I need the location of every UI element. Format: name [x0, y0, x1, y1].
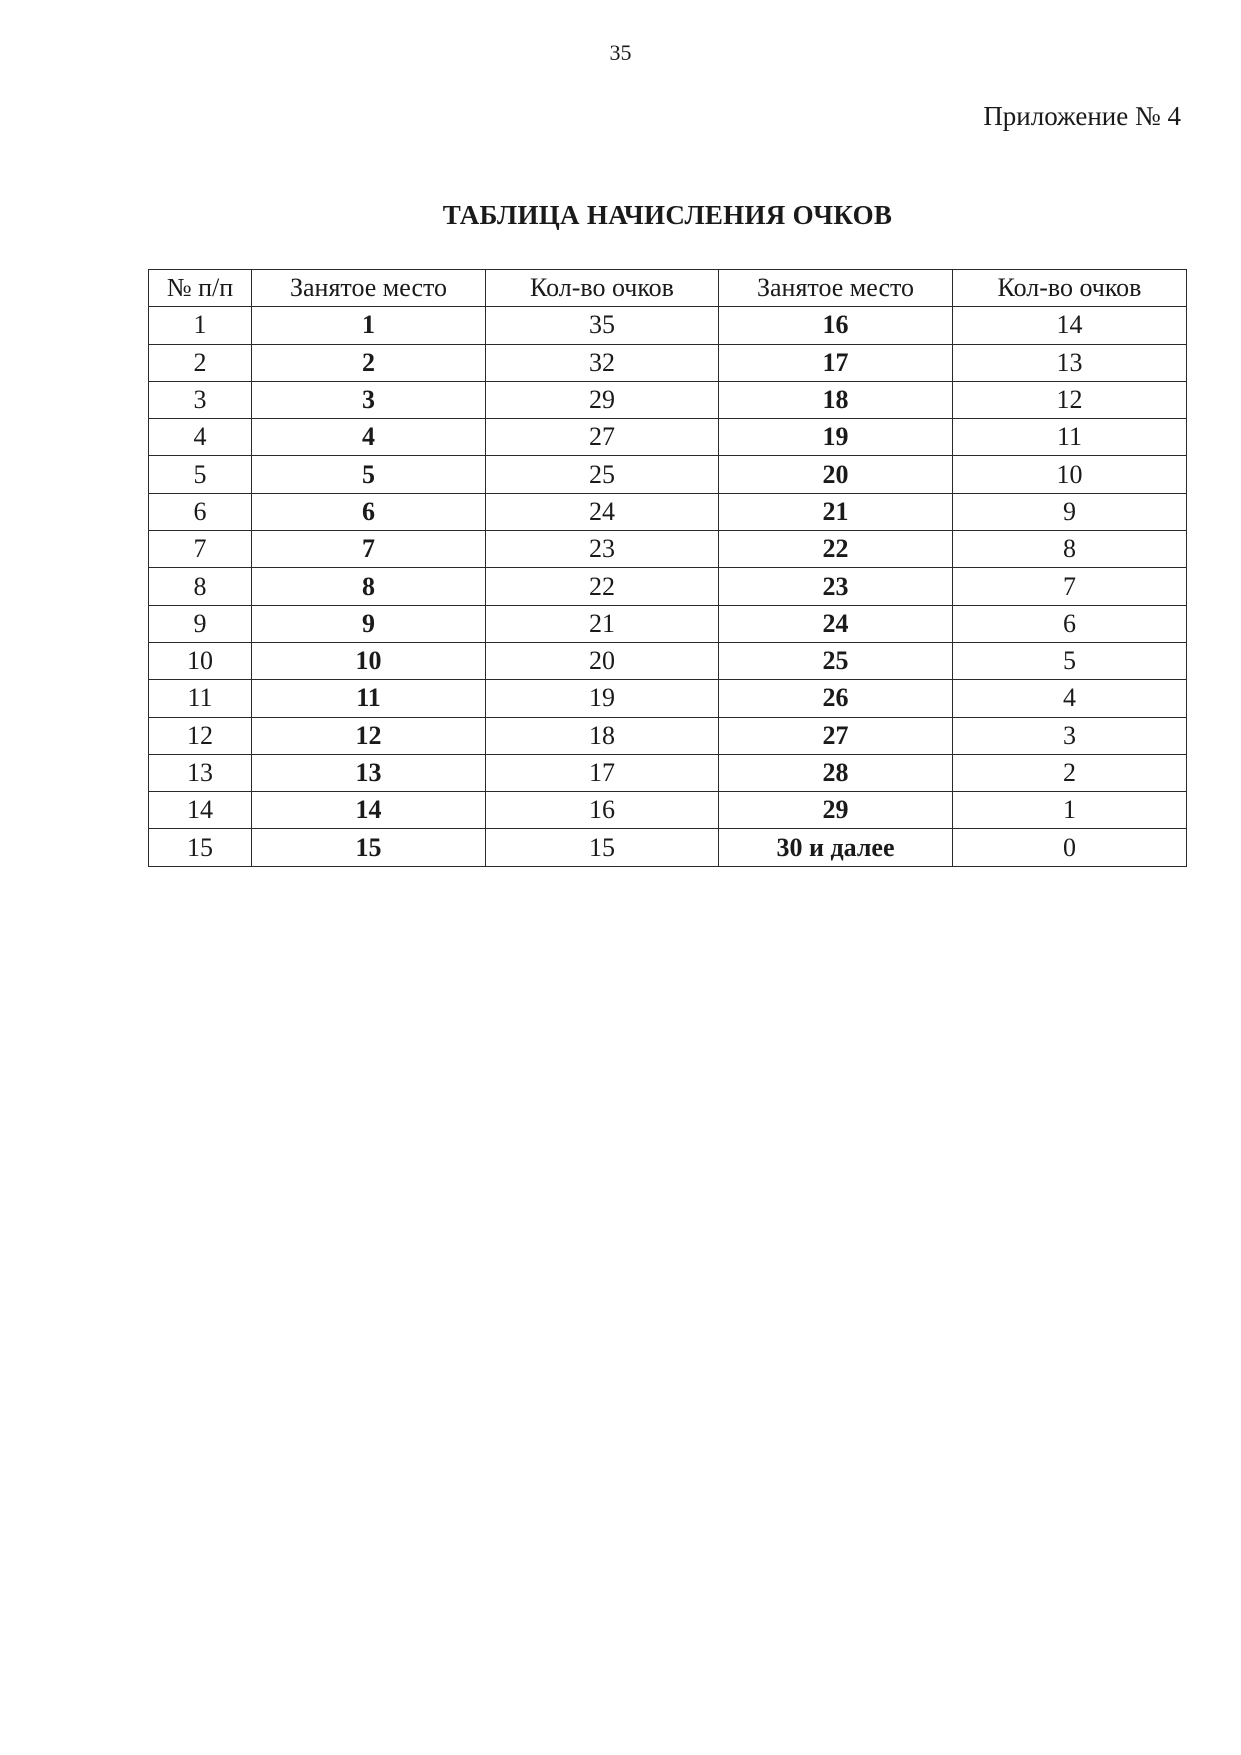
table-row	[149, 456, 1187, 493]
cell-place-2: 30 и далее	[719, 829, 953, 866]
cell-points-2: 11	[953, 419, 1187, 456]
table-row	[149, 792, 1187, 829]
table-header-row	[149, 270, 1187, 307]
cell-points-2: 12	[953, 381, 1187, 418]
cell-points-2: 0	[953, 829, 1187, 866]
cell-points: 20	[486, 642, 719, 679]
cell-place: 10	[252, 642, 486, 679]
cell-points-2: 10	[953, 456, 1187, 493]
cell-place-2: 27	[719, 717, 953, 754]
cell-place-2: 23	[719, 568, 953, 605]
table-row	[149, 829, 1187, 866]
cell-points: 35	[486, 307, 719, 344]
table-row	[149, 568, 1187, 605]
cell-points: 23	[486, 531, 719, 568]
table-row	[149, 642, 1187, 679]
table-row	[149, 680, 1187, 717]
cell-points: 19	[486, 680, 719, 717]
cell-number: 3	[149, 381, 252, 418]
cell-number: 4	[149, 419, 252, 456]
points-table	[148, 269, 1187, 867]
cell-points-2: 4	[953, 680, 1187, 717]
cell-points: 18	[486, 717, 719, 754]
cell-points-2: 2	[953, 754, 1187, 791]
cell-place: 13	[252, 754, 486, 791]
cell-place: 14	[252, 792, 486, 829]
cell-place: 15	[252, 829, 486, 866]
cell-points: 24	[486, 493, 719, 530]
cell-points-2: 6	[953, 605, 1187, 642]
table-row	[149, 717, 1187, 754]
cell-place: 7	[252, 531, 486, 568]
cell-place-2: 28	[719, 754, 953, 791]
table-body	[149, 307, 1187, 866]
cell-place: 3	[252, 381, 486, 418]
cell-place: 9	[252, 605, 486, 642]
cell-number: 1	[149, 307, 252, 344]
cell-points-2: 8	[953, 531, 1187, 568]
cell-number: 8	[149, 568, 252, 605]
cell-points: 32	[486, 344, 719, 381]
cell-place-2: 22	[719, 531, 953, 568]
cell-place: 5	[252, 456, 486, 493]
table-row	[149, 605, 1187, 642]
cell-number: 7	[149, 531, 252, 568]
header-points: Кол-во очков	[486, 270, 719, 307]
cell-place-2: 24	[719, 605, 953, 642]
table-row	[149, 307, 1187, 344]
header-points-2: Кол-во очков	[953, 270, 1187, 307]
appendix-label: Приложение № 4	[983, 101, 1181, 131]
cell-number: 15	[149, 829, 252, 866]
cell-place-2: 25	[719, 642, 953, 679]
header-number: № п/п	[149, 270, 252, 307]
cell-place-2: 29	[719, 792, 953, 829]
table-row	[149, 381, 1187, 418]
cell-place-2: 20	[719, 456, 953, 493]
cell-points: 27	[486, 419, 719, 456]
cell-place: 1	[252, 307, 486, 344]
cell-points-2: 9	[953, 493, 1187, 530]
cell-points: 17	[486, 754, 719, 791]
page-number: 35	[609, 40, 632, 65]
cell-number: 14	[149, 792, 252, 829]
cell-points: 22	[486, 568, 719, 605]
cell-points: 15	[486, 829, 719, 866]
cell-place-2: 16	[719, 307, 953, 344]
cell-points-2: 1	[953, 792, 1187, 829]
cell-place: 4	[252, 419, 486, 456]
cell-points: 25	[486, 456, 719, 493]
cell-place-2: 19	[719, 419, 953, 456]
cell-number: 13	[149, 754, 252, 791]
cell-place: 8	[252, 568, 486, 605]
cell-place-2: 21	[719, 493, 953, 530]
cell-place: 11	[252, 680, 486, 717]
cell-points-2: 7	[953, 568, 1187, 605]
cell-number: 11	[149, 680, 252, 717]
cell-place-2: 18	[719, 381, 953, 418]
table-row	[149, 493, 1187, 530]
cell-points-2: 13	[953, 344, 1187, 381]
table-row	[149, 419, 1187, 456]
cell-number: 2	[149, 344, 252, 381]
cell-points-2: 14	[953, 307, 1187, 344]
cell-place-2: 17	[719, 344, 953, 381]
cell-points-2: 3	[953, 717, 1187, 754]
page-title: ТАБЛИЦА НАЧИСЛЕНИЯ ОЧКОВ	[442, 200, 893, 230]
cell-points: 16	[486, 792, 719, 829]
cell-number: 6	[149, 493, 252, 530]
cell-place: 12	[252, 717, 486, 754]
cell-points: 29	[486, 381, 719, 418]
cell-place-2: 26	[719, 680, 953, 717]
cell-number: 10	[149, 642, 252, 679]
cell-number: 12	[149, 717, 252, 754]
cell-number: 5	[149, 456, 252, 493]
header-place: Занятое место	[252, 270, 486, 307]
cell-place: 2	[252, 344, 486, 381]
cell-place: 6	[252, 493, 486, 530]
table-row	[149, 344, 1187, 381]
table-row	[149, 754, 1187, 791]
table-row	[149, 531, 1187, 568]
header-place-2: Занятое место	[719, 270, 953, 307]
cell-points-2: 5	[953, 642, 1187, 679]
cell-number: 9	[149, 605, 252, 642]
cell-points: 21	[486, 605, 719, 642]
